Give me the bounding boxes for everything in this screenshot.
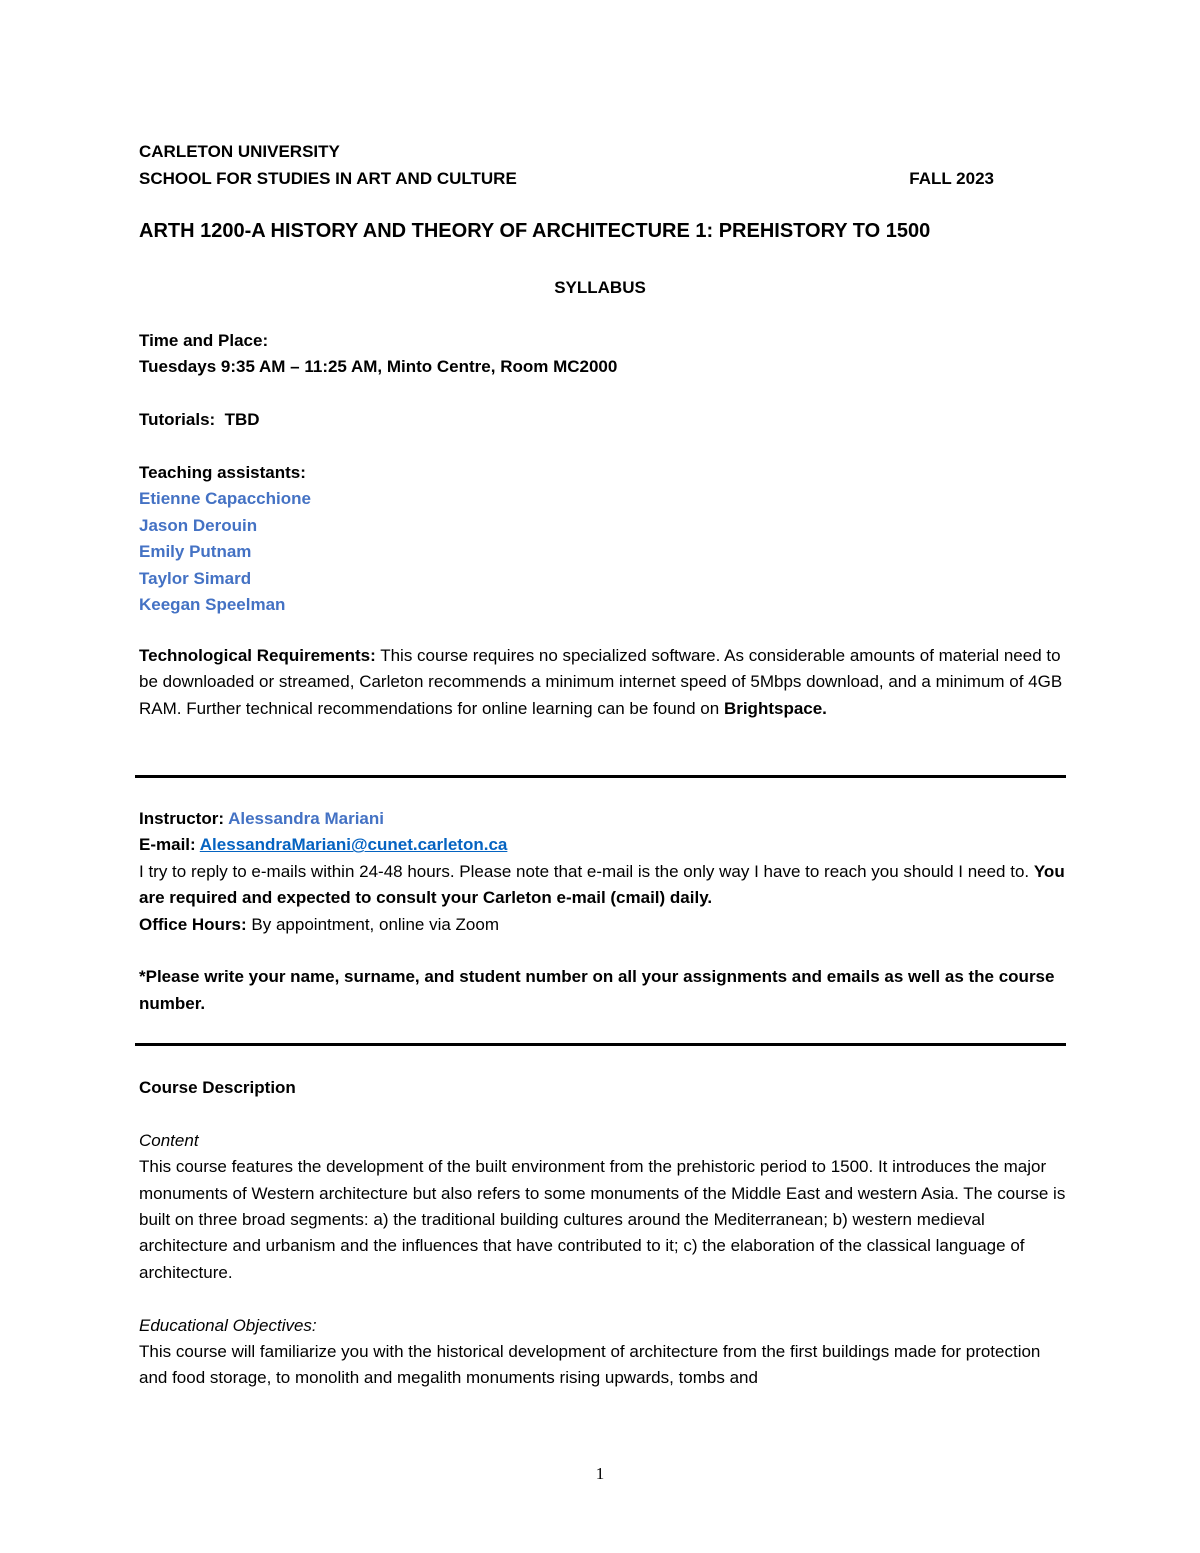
office-hours-value: By appointment, online via Zoom <box>246 914 499 934</box>
tutorials-label: Tutorials: <box>139 410 216 429</box>
instructor-label: Instructor: <box>139 809 224 828</box>
instructor-name: Alessandra Mariani <box>228 809 384 828</box>
section-divider <box>135 775 1066 778</box>
term-label: FALL 2023 <box>909 169 994 188</box>
time-place-section <box>139 328 617 381</box>
tech-requirements-text: This course requires no specialized software. As considerable amounts of material need to be downloaded or streamed, Carleton recommends a minimum internet speed of 5Mbps download, and a minimum of 4GB RAM. Further technical recommendations for online learning can be found on <box>139 646 1063 718</box>
university-name <box>139 142 994 162</box>
assignment-note: *Please write your name, surname, and student number on all your assignments and emails as well as the course number. <box>139 967 1055 1013</box>
objectives-paragraph: This course will familiarize you with the historical development of architecture from the first buildings made for protection and food storage, to monolith and megalith monuments rising upwards, tombs and <box>139 1342 1041 1388</box>
course-description-heading: Course Description <box>139 1078 296 1097</box>
reply-bold-text: You are required and expected to consult your Carleton e-mail (cmail) daily. <box>139 861 1065 908</box>
instructor-section <box>139 806 1069 1017</box>
ta-name[interactable]: Taylor Simard <box>139 568 252 588</box>
tutorials-section <box>139 407 260 433</box>
ta-name[interactable]: Emily Putnam <box>139 542 252 562</box>
teaching-assistants-section <box>139 460 311 618</box>
university-label: CARLETON UNIVERSITY <box>139 142 340 161</box>
school-row <box>139 169 994 189</box>
teaching-assistants-label: Teaching assistants: <box>139 463 306 482</box>
document-type: SYLLABUS <box>554 278 646 297</box>
email-label: E-mail: <box>139 835 196 855</box>
brightspace-link[interactable]: Brightspace. <box>723 698 827 718</box>
tech-requirements-paragraph <box>139 643 1069 722</box>
ta-name[interactable]: Keegan Speelman <box>139 595 286 615</box>
page-number: 1 <box>595 1464 605 1483</box>
ta-name[interactable]: Jason Derouin <box>139 515 258 535</box>
course-title: ARTH 1200-A HISTORY AND THEORY OF ARCHITECTURE 1: PREHISTORY TO 1500 <box>139 220 931 242</box>
content-label: Content <box>139 1130 199 1150</box>
office-hours-label: Office Hours: <box>139 914 247 934</box>
objectives-label: Educational Objectives: <box>139 1315 317 1335</box>
tutorials-value: TBD <box>224 410 260 429</box>
instructor-email-link[interactable]: AlessandraMariani@cunet.carleton.ca <box>199 835 508 855</box>
tech-requirements-label: Technological Requirements: <box>139 646 376 665</box>
reply-text: I try to reply to e-mails within 24-48 hours. Please note that e-mail is the only way I have to reach you should I need to. <box>139 861 1034 881</box>
school-label: SCHOOL FOR STUDIES IN ART AND CULTURE <box>139 169 517 188</box>
reply-paragraph <box>139 859 1069 912</box>
course-description-section <box>139 1075 1069 1392</box>
ta-name[interactable]: Etienne Capacchione <box>139 489 311 509</box>
time-place-label: Time and Place: <box>139 331 269 350</box>
content-paragraph: This course features the development of the built environment from the prehistoric period to 1500. It introduces the major monuments of Western architecture but also refers to some monuments of the Middle East and western Asia. The course is built on three broad segments: a) the traditional building cultures around the Mediterranean; b) western medieval architecture and urbanism and the influences that have contributed to it; c) the elaboration of the classical language of architecture. <box>139 1157 1066 1282</box>
time-place-value: Tuesdays 9:35 AM – 11:25 AM, Minto Centre, Room MC2000 <box>139 357 618 377</box>
tech-requirements-section <box>139 643 1069 722</box>
section-divider <box>135 1043 1066 1046</box>
